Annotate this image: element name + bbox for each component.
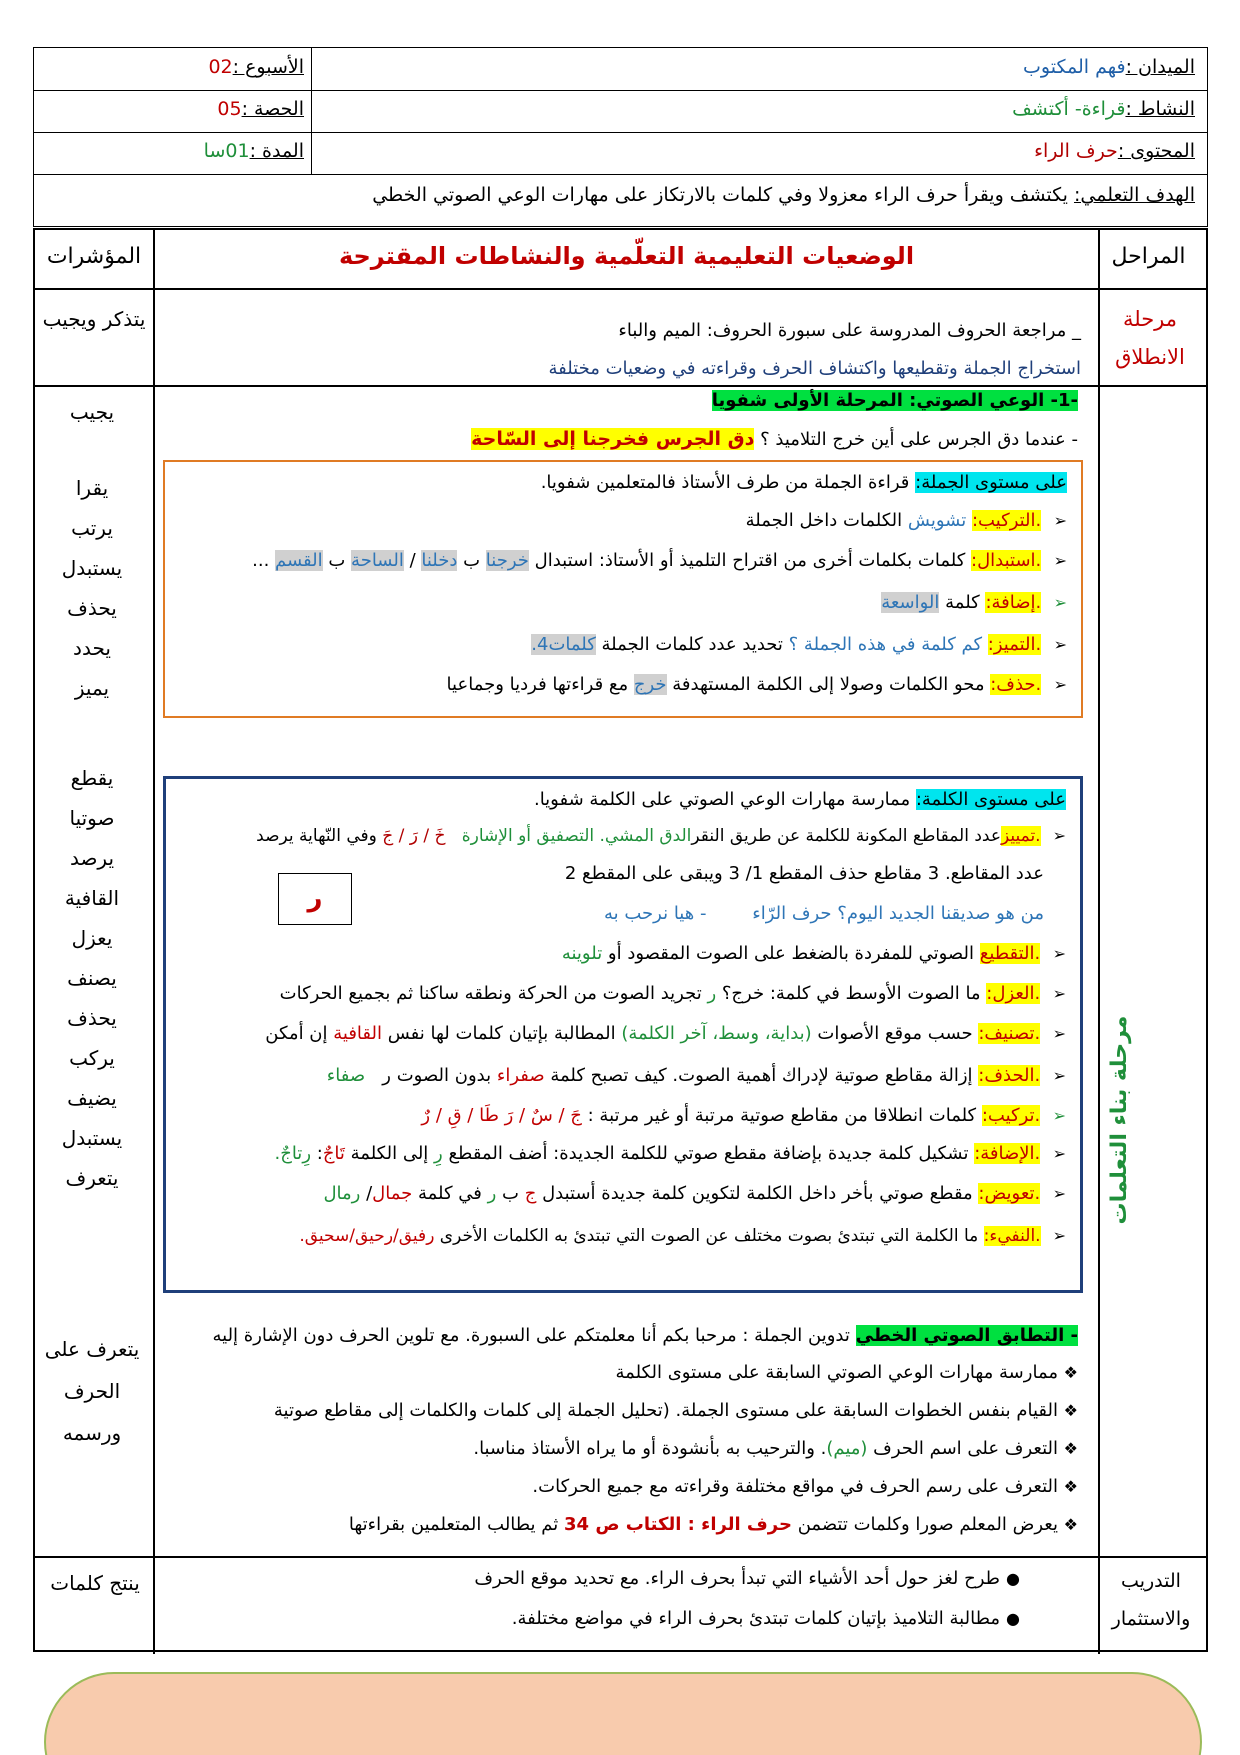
indicator: يصنف: [67, 966, 117, 990]
indicator: يحذف: [67, 1006, 117, 1030]
word-item-1: ➢ .التقطيع الصوتي للمفردة بالضغط على الصوت المقصود أو تلوينه: [180, 941, 1066, 967]
activity-cell: [335, 98, 1195, 120]
sentence-item-2: ➢ .استبدال: كلمات بكلمات أخرى من اقتراح التلميذ أو الأستاذ: استبدال خرجنا ب دخلنا / الساحة ب القسم ...: [179, 548, 1067, 574]
indicator: يضيف: [67, 1086, 117, 1110]
indicator: يتعرف: [65, 1166, 119, 1190]
word-item-3: ➢ .تصنيف: حسب موقع الأصوات (بداية، وسط، آخر الكلمة) المطالبة بإتيان كلمات لها نفس القافية إن أمكن: [180, 1021, 1066, 1047]
stage2-indicators-bot: [36, 1328, 148, 1454]
goal-value: يكتشف ويقرأ حرف الراء معزولا وفي كلمات بالارتكاز على مهارات الوعي الصوتي الخطي: [372, 184, 1074, 206]
stage2-intro: استخراج الجملة وتقطيعها واكتشاف الحرف وقراءته في وضعيات مختلفة: [548, 358, 1081, 379]
sentence-item-1: ➢ .التركيب: تشويش الكلمات داخل الجملة: [179, 508, 1067, 534]
sentence-item-3: ➢ .إضافة: كلمة الواسعة: [179, 590, 1067, 616]
domain-value: فهم المكتوب: [1023, 56, 1126, 78]
arrow-icon: ➢: [1052, 1184, 1066, 1203]
col-stages: المراحل: [1111, 244, 1186, 269]
stage3-name: التدريب والاستثمار: [1111, 1570, 1191, 1630]
sentence-item-5: ➢ .حذف: محو الكلمات وصولا إلى الكلمة المستهدفة خرج مع قراءتها فرديا وجماعيا: [179, 672, 1067, 698]
question-line: - عندما دق الجرس على أين خرج التلاميذ ؟ دق الجرس فخرجنا إلى السّاحة: [471, 428, 1078, 450]
arrow-icon: ➢: [1053, 593, 1067, 612]
week-label: الأسبوع :: [232, 56, 304, 78]
word-item-7: ➢ .تعويض: مقطع صوتي بأخر داخل الكلمة لتكوين كلمة جديدة أستبدل ج ب ر في كلمة جمال/ رمال: [180, 1181, 1066, 1207]
graphic-item-5: ❖يعرض المعلم صورا وكلمات تتضمن حرف الراء : الكتاب ص 34 ثم يطالب المتعلمين بقراءتها: [167, 1512, 1078, 1538]
activity-value: قراءة- أكتشف: [1012, 98, 1126, 120]
domain-label: الميدان :: [1125, 56, 1195, 78]
stage1-text: _ مراجعة الحروف المدروسة على سبورة الحروف: الميم والباء: [618, 320, 1081, 341]
indicator: يركب: [69, 1046, 115, 1070]
word-tamyiz: ➢ .تمييزعدد المقاطع المكونة للكلمة عن طريق النقرالدق المشي. التصفيق أو الإشارة خَ / رَ / جَ وفي النّهاية يرصد: [180, 823, 1066, 849]
stage2-indicators-top: [36, 392, 148, 708]
arrow-icon: ➢: [1053, 551, 1067, 570]
stage3-content: [160, 1566, 1080, 1646]
arrow-icon: ➢: [1052, 1106, 1066, 1125]
indicator: يتعرف على: [44, 1337, 140, 1361]
phase1: -1- الوعي الصوتي: المرحلة الأولى شفويا: [711, 390, 1078, 411]
stage3-item-2: ●مطالبة التلاميذ بإتيان كلمات تبتدئ بحرف الراء في مواضع مختلفة.: [174, 1606, 1020, 1632]
footer-note-box: [44, 1672, 1202, 1755]
arrow-icon: ➢: [1052, 984, 1066, 1003]
arrow-icon: ➢: [1052, 826, 1066, 845]
session-label: الحصة :: [241, 98, 304, 120]
indicator: يعزل: [71, 926, 113, 950]
diamond-bullet-icon: ❖: [1063, 1477, 1078, 1496]
arrow-icon: ➢: [1052, 1066, 1066, 1085]
arrow-icon: ➢: [1052, 944, 1066, 963]
session-value: 05: [217, 98, 242, 120]
content-label: المحتوى :: [1117, 140, 1195, 162]
indicator: يقطع: [70, 766, 114, 790]
indicator: ورسمه: [62, 1421, 122, 1445]
graphic-item-1: ❖ممارسة مهارات الوعي الصوتي السابقة على مستوى الكلمة: [167, 1360, 1078, 1386]
arrow-icon: ➢: [1053, 635, 1067, 654]
indicator: يميز: [74, 676, 110, 700]
diamond-bullet-icon: ❖: [1063, 1439, 1078, 1458]
stage3-item-1: ●طرح لغز حول أحد الأشياء التي تبدأ بحرف الراء. مع تحديد موقع الحرف: [174, 1566, 1020, 1592]
word-item-5: ➢ .تركيب: كلمات انطلاقا من مقاطع صوتية مرتبة أو غير مرتبة : جَ / سٌ / رَ طَا / قِ / رٌ: [180, 1103, 1066, 1129]
week-value: 02: [208, 56, 233, 78]
stage2-name: مرحلة بناء التعلمات: [1107, 1015, 1132, 1225]
indicator: يقرا: [75, 476, 109, 500]
sentence-item-4: ➢ .التميز: كم كلمة في هذه الجملة ؟ تحديد عدد كلمات الجملة كلمات4.: [179, 632, 1067, 658]
indicator: يحذف: [67, 596, 117, 620]
word-line2: عدد المقاطع. 3 مقاطع حذف المقطع 1/ 3 ويبقى على المقطع 2: [564, 863, 1044, 884]
stage2-content: [153, 388, 1092, 1554]
content-cell: [335, 140, 1195, 162]
indicator: يرتب: [71, 516, 113, 540]
sentence-level-box: [163, 460, 1083, 718]
stage1-name: مرحلة الانطلاق: [1115, 307, 1185, 369]
graphic-item-2: ❖القيام بنفس الخطوات السابقة على مستوى الجملة. (تحليل الجملة إلى كلمات والكلمات إلى مقاطع صوتية: [167, 1398, 1078, 1424]
boxed-letter: ر: [278, 873, 352, 925]
word-item-6: ➢ .الإضافة: تشكيل كلمة جديدة بإضافة مقطع صوتي للكلمة الجديدة: أضف المقطع رِ إلى الكلمة تَاجٌ: رِتاجٌ.: [180, 1141, 1066, 1167]
word-level-box: [163, 776, 1083, 1293]
indicator: القافية: [64, 886, 120, 910]
col-situations: الوضعيات التعليمية التعلّمية والنشاطات المقترحة: [338, 242, 915, 270]
week-cell: [42, 56, 304, 78]
word-item-8: ➢ .النفيء: ما الكلمة التي تبتدئ بصوت مختلف عن الصوت التي تبتدئ به الكلمات الأخرى رفيق/رحيق/سحيق.: [180, 1223, 1066, 1249]
arrow-icon: ➢: [1052, 1226, 1066, 1245]
header-table: [33, 47, 1208, 227]
indicator: يستبدل: [61, 1126, 123, 1150]
domain-cell: [335, 56, 1195, 78]
indicator: يستبدل: [61, 556, 123, 580]
indicator: يرصد: [69, 846, 115, 870]
activity-label: النشاط :: [1125, 98, 1195, 120]
arrow-icon: ➢: [1053, 675, 1067, 694]
col-indicators: المؤشرات: [46, 244, 142, 269]
indicator: يحدد: [73, 636, 111, 660]
graphic-title: - التطابق الصوتي الخطي تدوين الجملة : مرحبا بكم أنا معلمتكم على السبورة. مع تلوين الحرف دون الإشارة إليه: [212, 1325, 1078, 1346]
session-cell: [42, 98, 304, 120]
stage1-indicator: يتذكر ويجيب: [42, 307, 146, 331]
indicator: صوتيا: [69, 806, 115, 830]
graphic-item-4: ❖التعرف على رسم الحرف في مواقع مختلفة وقراءته مع جميع الحركات.: [167, 1474, 1078, 1500]
content-value: حرف الراء: [1034, 140, 1118, 162]
bullet-icon: ●: [1006, 1609, 1020, 1628]
diamond-bullet-icon: ❖: [1063, 1515, 1078, 1534]
arrow-icon: ➢: [1052, 1024, 1066, 1043]
indicator: يجيب: [69, 400, 115, 424]
answer-sentence: دق الجرس فخرجنا إلى السّاحة: [471, 428, 755, 450]
graphic-item-3: ❖التعرف على اسم الحرف (ميم). والترحيب به بأنشودة أو ما يراه الأستاذ مناسبا.: [167, 1436, 1078, 1462]
word-box-title: على مستوى الكلمة: ممارسة مهارات الوعي الصوتي على الكلمة شفويا.: [533, 789, 1066, 810]
word-item-2: ➢ .العزل: ما الصوت الأوسط في كلمة: خرج؟ ر تجريد الصوت من الحركة ونطقه ساكنا ثم بجميع الحركات: [180, 981, 1066, 1007]
duration-label: المدة :: [249, 140, 304, 162]
goal-cell: [45, 184, 1195, 206]
stage3-indicator: ينتج كلمات: [50, 1571, 140, 1595]
duration-cell: [42, 140, 304, 162]
word-line3: من هو صديقنا الجديد اليوم؟ حرف الرّاء - هيا نرحب به: [603, 903, 1044, 924]
stage2-indicators-mid: [36, 758, 148, 1198]
duration-value: 01سا: [203, 140, 250, 162]
diamond-bullet-icon: ❖: [1063, 1401, 1078, 1420]
arrow-icon: ➢: [1052, 1144, 1066, 1163]
word-item-4: ➢ .الحذف: إزالة مقاطع صوتية لإدراك أهمية الصوت. كيف تصبح كلمة صفراء بدون الصوت ر صفاء: [180, 1063, 1066, 1089]
indicator: الحرف: [63, 1379, 121, 1403]
arrow-icon: ➢: [1053, 511, 1067, 530]
sentence-box-title: على مستوى الجملة: قراءة الجملة من طرف الأستاذ فالمتعلمين شفويا.: [540, 472, 1067, 493]
diamond-bullet-icon: ❖: [1063, 1363, 1078, 1382]
bullet-icon: ●: [1006, 1569, 1020, 1588]
goal-label: الهدف التعلمي:: [1073, 184, 1195, 206]
